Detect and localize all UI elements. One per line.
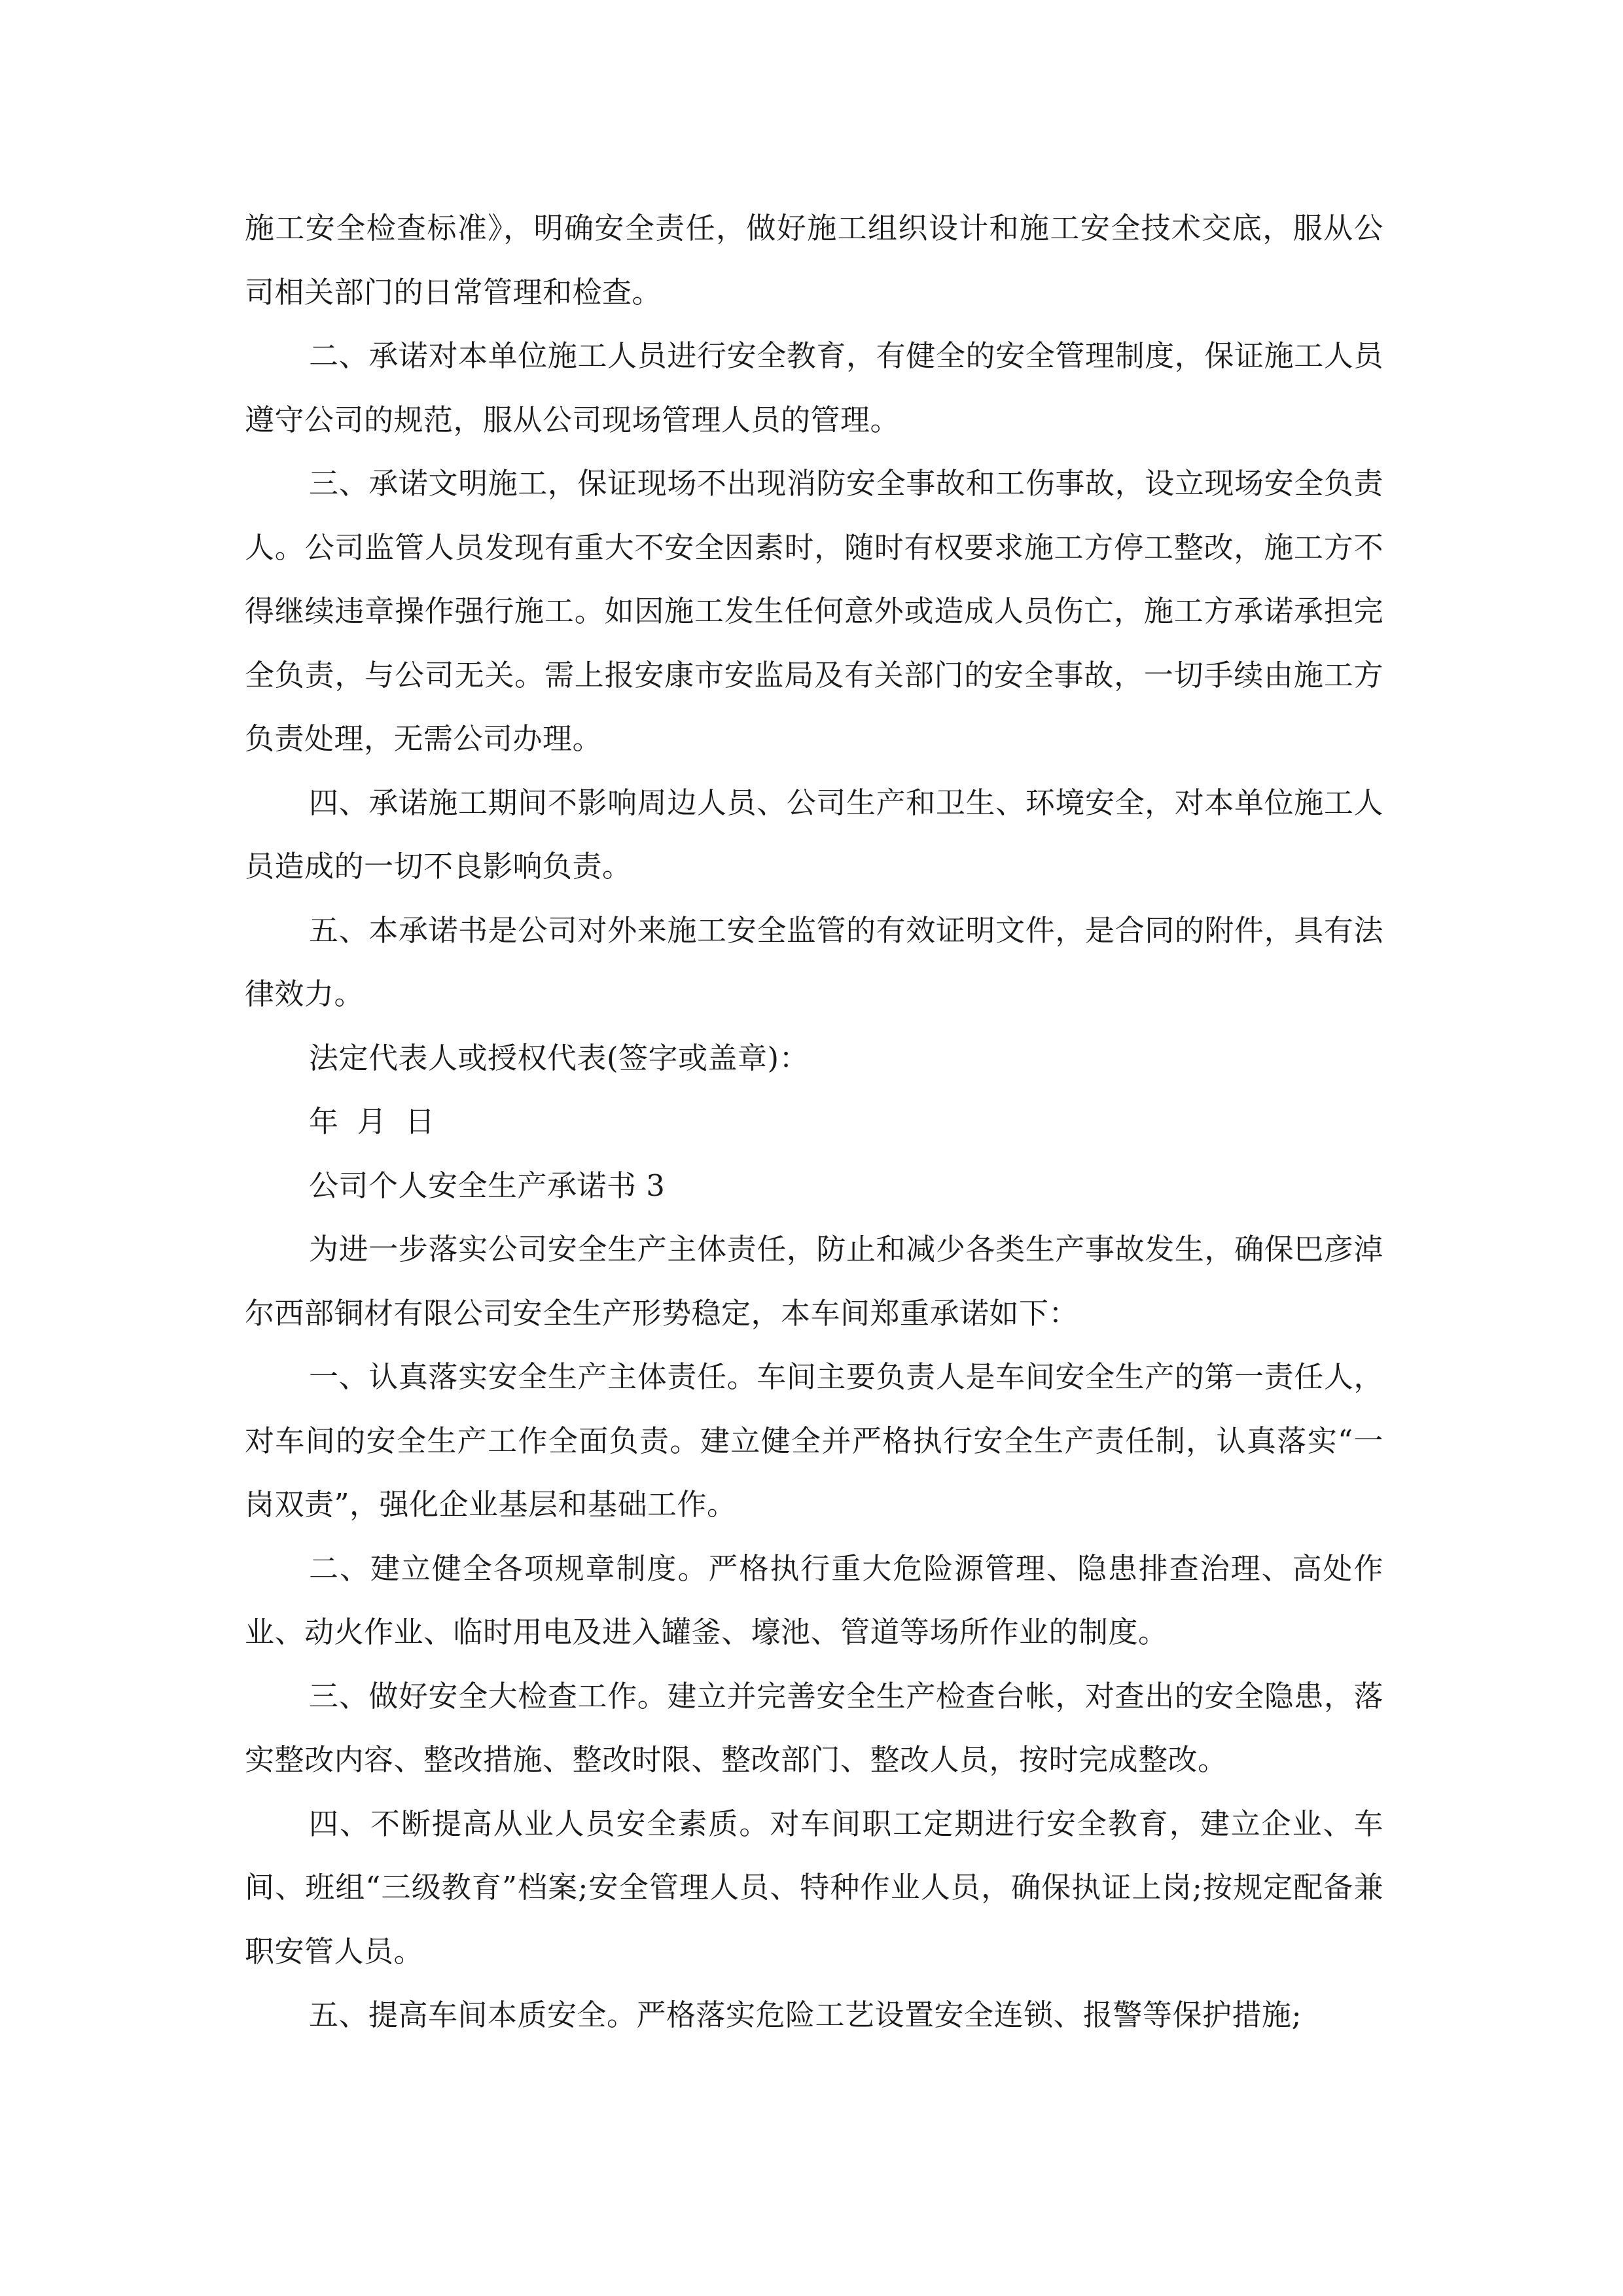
paragraph-item-5: 五、本承诺书是公司对外来施工安全监管的有效证明文件，是合同的附件，具有法律效力。 [245,912,1383,1011]
paragraph-commitment-4: 四、不断提高从业人员安全素质。对车间职工定期进行安全教育，建立企业、车间、班组“三级教育”档案;安全管理人员、特种作业人员，确保执证上岗;按规定配备兼职安管人员。 [245,1806,1383,1969]
paragraph-commitment-3: 三、做好安全大检查工作。建立并完善安全生产检查台帐，对查出的安全隐患，落实整改内容、整改措施、整改时限、整改部门、整改人员，按时完成整改。 [245,1678,1383,1777]
paragraph-item-3: 三、承诺文明施工，保证现场不出现消防安全事故和工伤事故，设立现场安全负责人。公司监管人员发现有重大不安全因素时，随时有权要求施工方停工整改，施工方不得继续违章操作强行施工。如因施工发生任何意外或造成人员伤亡，施工方承诺承担完全负责，与公司无关。需上报安康市安监局及有关部门的安全事故，一切手续由施工方负责处理，无需公司办理。 [245,466,1383,756]
paragraph-item-4: 四、承诺施工期间不影响周边人员、公司生产和卫生、环境安全，对本单位施工人员造成的一切不良影响负责。 [245,785,1383,884]
date-line [245,1090,1383,1154]
paragraph-intro: 为进一步落实公司安全生产主体责任，防止和减少各类生产事故发生，确保巴彦淖尔西部铜材有限公司安全生产形势稳定，本车间郑重承诺如下： [245,1232,1383,1331]
paragraph-commitment-5: 五、提高车间本质安全。严格落实危险工艺设置安全连锁、报警等保护措施; [309,1998,1302,2032]
section-title: 公司个人安全生产承诺书 3 [309,1168,666,1203]
paragraph-commitment-1: 一、认真落实安全生产主体责任。车间主要负责人是车间安全生产的第一责任人，对车间的安全生产工作全面负责。建立健全并严格执行安全生产责任制，认真落实“一岗双责”，强化企业基层和基础工作。 [245,1359,1383,1522]
signature-line: 法定代表人或授权代表(签字或盖章)： [309,1040,810,1075]
document-body [245,196,1383,2047]
paragraph-commitment-2: 二、建立健全各项规章制度。严格执行重大危险源管理、隐患排查治理、高处作业、动火作业、临时用电及进入罐釜、壕池、管道等场所作业的制度。 [245,1551,1383,1649]
paragraph-item-2: 二、承诺对本单位施工人员进行安全教育，有健全的安全管理制度，保证施工人员遵守公司的规范，服从公司现场管理人员的管理。 [245,338,1383,437]
date-month: 月 [357,1104,387,1139]
paragraph-continuation: 施工安全检查标准》，明确安全责任，做好施工组织设计和施工安全技术交底，服从公司相关部门的日常管理和检查。 [245,211,1383,310]
date-day: 日 [405,1104,435,1139]
date-year: 年 [309,1104,339,1139]
